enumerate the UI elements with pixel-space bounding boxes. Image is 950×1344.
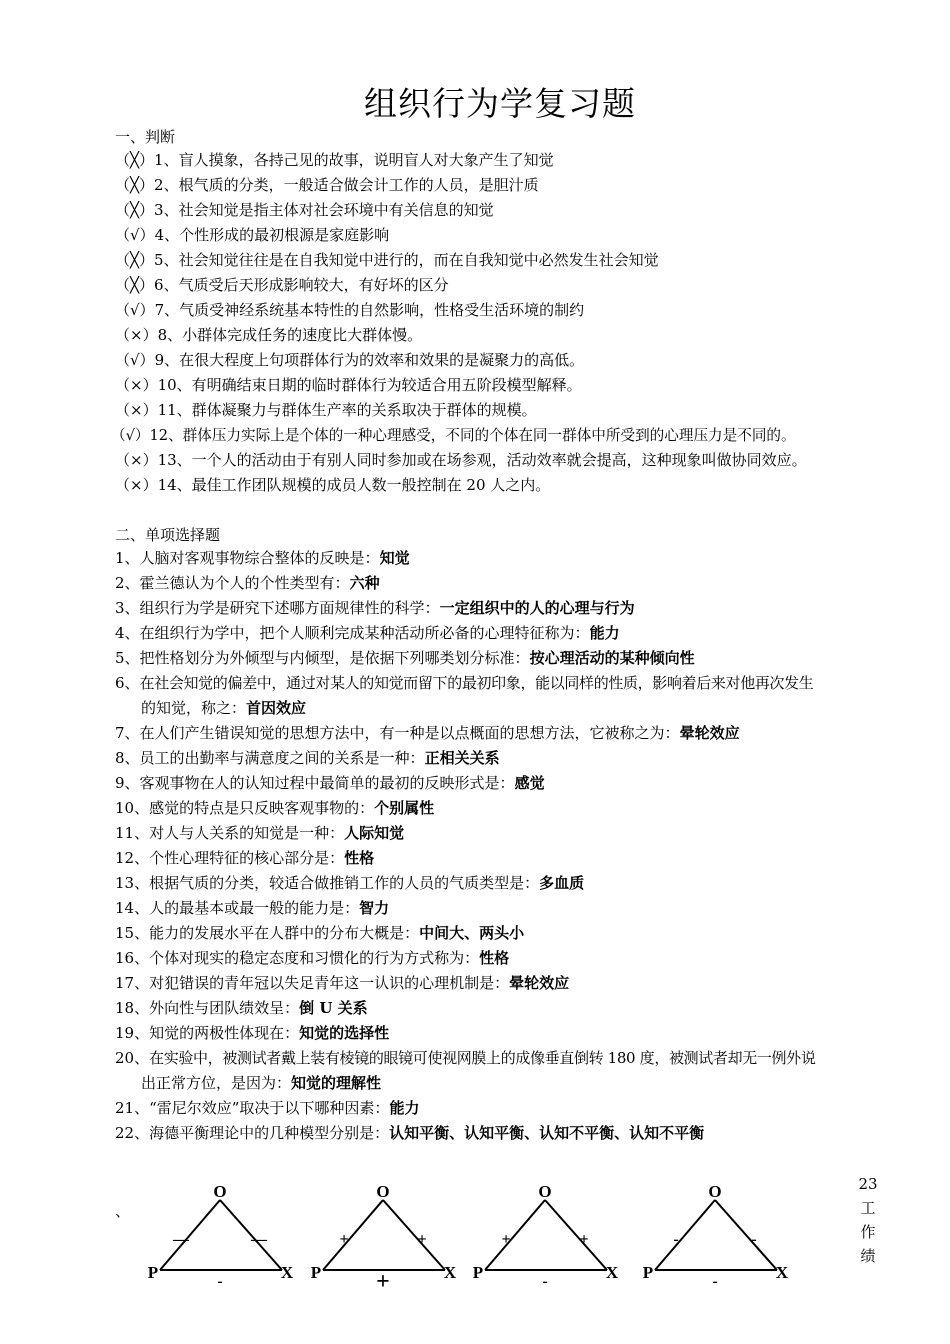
choice-number: 7、 [115,724,140,742]
choice-question: 海德平衡理论中的几种模型分别是： [149,1124,390,1142]
question-23-prefix: 、 [115,1202,131,1220]
judgment-text: 3、社会知觉是指主体对社会环境中有关信息的知觉 [154,201,494,219]
choice-item [115,571,890,596]
choice-question: 对犯错误的青年冠以失足青年这一认识的心理机制是： [149,974,510,992]
balance-triangle [640,1182,800,1296]
choice-answer: 个别属性 [374,799,435,817]
judgment-item [115,148,890,173]
choice-answer: 感觉 [514,774,545,792]
choice-item [115,546,890,571]
choice-item [115,921,890,946]
choice-question: 知觉的两极性体现在： [149,1024,300,1042]
choice-item [115,746,890,771]
choice-answer: 按心理活动的某种倾向性 [529,649,695,667]
choice-number: 19、 [115,1024,150,1042]
choice-number: 22、 [115,1124,150,1142]
choice-question: 人脑对客观事物综合整体的反映是： [139,549,380,567]
judgment-text: 12、群体压力实际上是个体的一种心理感受，不同的个体在同一群体中所受到的心理压力是不同的。 [149,427,796,444]
choice-question: 对人与人关系的知觉是一种： [149,824,345,842]
section-heading-judgment: 一、判断 [115,128,176,146]
judgment-text: 14、最佳工作团队规模的成员人数一般控制在 20 人之内。 [157,476,551,494]
right-edge-sign: + [417,1231,427,1248]
bottom-edge-sign: - [217,1273,223,1290]
judgment-mark: （×） [115,376,158,394]
choice-number: 4、 [115,624,140,642]
choice-number: 9、 [115,774,140,792]
vertex-x-label: X [443,1263,457,1282]
bottom-edge-sign: - [542,1273,548,1290]
judgment-mark: （╳） [115,176,155,194]
judgment-text: 4、个性形成的最初根源是家庭影响 [154,226,390,244]
choice-question-continued: 的知觉，称之： [141,699,247,717]
choice-answer: 中间大、两头小 [419,924,525,942]
choice-question: 人的最基本或最一般的能力是： [149,899,360,917]
choice-answer: 晕轮效应 [679,724,740,742]
balance-triangle [308,1182,468,1296]
judgment-item [115,323,890,348]
choice-question: 能力的发展水平在人群中的分布大概是： [149,924,420,942]
choice-item [115,1046,890,1096]
choice-question: “雷尼尔效应”取决于以下哪种因素： [149,1099,390,1117]
choice-item [115,821,890,846]
choice-number: 13、 [115,874,150,892]
judgment-item [115,298,890,323]
choice-question-continued: 出正常方位，是因为： [141,1074,292,1092]
choice-number: 16、 [115,949,150,967]
vertex-p-label: P [472,1263,484,1282]
vertex-p-label: P [147,1263,159,1282]
judgment-mark: （×） [115,476,158,494]
triangle-edge-left [655,1200,715,1270]
choice-question: 客观事物在人的认知过程中最简单的最初的反映形式是： [139,774,515,792]
judgment-mark: （×） [115,451,158,469]
judgment-text: 10、有明确结束日期的临时群体行为较适合用五阶段模型解释。 [157,376,582,394]
vertex-o-label: O [708,1182,722,1201]
choice-answer: 能力 [389,1099,420,1117]
choice-answer: 倒 U 关系 [299,999,368,1017]
choice-question: 在实验中，被测试者戴上装有棱镜的眼镜可使视网膜上的成像垂直倒转 180 度，被测试者却无一例外说 [149,1049,816,1067]
bottom-edge-sign: - [712,1273,718,1290]
choice-answer: 六种 [349,574,380,592]
choice-item [115,771,890,796]
judgment-mark: （√） [115,226,155,244]
judgment-text: 8、小群体完成任务的速度比大群体慢。 [157,326,423,344]
vertex-o-label: O [376,1182,390,1201]
choice-question: 个体对现实的稳定态度和习惯化的行为方式称为： [149,949,480,967]
left-edge-sign: — [173,1231,189,1248]
choice-answer: 人际知觉 [344,824,405,842]
triangle-edge-right [545,1200,607,1270]
choice-answer: 认知平衡、认知平衡、认知不平衡、认知不平衡 [389,1124,705,1142]
choice-number: 1、 [115,549,140,567]
choice-question: 员工的出勤率与满意度之间的关系是一种： [139,749,425,767]
choice-question: 在组织行为学中，把个人顺利完成某种活动所必备的心理特征称为： [139,624,590,642]
vertex-p-label: P [642,1263,654,1282]
judgment-text: 9、在很大程度上句项群体行为的效率和效果的是凝聚力的高低。 [154,351,585,369]
judgment-text: 5、社会知觉往往是在自我知觉中进行的，而在自我知觉中必然发生社会知觉 [154,251,659,269]
judgment-text: 1、盲人摸象，各持己见的故事，说明盲人对大象产生了知觉 [154,151,554,169]
judgment-mark: （√） [115,351,155,369]
page-title: 组织行为学复习题 [364,84,636,123]
judgment-text: 7、气质受神经系统基本特性的自然影响，性格受生活环境的制约 [154,301,585,319]
choice-question: 感觉的特点是只反映客观事物的： [149,799,375,817]
choice-answer: 性格 [479,949,510,967]
choice-number: 14、 [115,899,150,917]
triangle-edge-right [715,1200,777,1270]
bottom-edge-sign: + [376,1269,390,1292]
judgment-item [115,473,890,498]
judgment-item [115,373,890,398]
vertex-x-label: X [775,1263,789,1282]
choice-item [115,846,890,871]
side-char: 23 [858,1175,878,1193]
choice-item [115,646,890,671]
judgment-mark: （×） [115,326,158,344]
triangle-edge-left [323,1200,383,1270]
judgment-list [111,148,890,498]
left-edge-sign: - [673,1231,679,1248]
choice-question: 在社会知觉的偏差中，通过对某人的知觉而留下的最初印象，能以同样的性质，影响着后来对他再次发生 [139,674,814,692]
judgment-text: 6、气质受后天形成影响较大，有好坏的区分 [154,276,449,294]
choice-list [115,546,890,1146]
choice-item [115,946,890,971]
judgment-mark: （√） [111,427,150,444]
choice-answer: 知觉的选择性 [299,1024,390,1042]
judgment-item [111,423,890,448]
judgment-item [115,273,890,298]
choice-item [115,896,890,921]
judgment-mark: （╳） [115,151,155,169]
choice-item [115,971,890,996]
choice-item [115,1121,890,1146]
left-edge-sign: + [339,1231,349,1248]
judgment-item [115,173,890,198]
vertex-p-label: P [310,1263,322,1282]
choice-item [115,1021,890,1046]
side-char: 作 [860,1223,876,1241]
judgment-mark: （√） [115,301,155,319]
choice-answer: 一定组织中的人的心理与行为 [439,599,635,617]
judgment-mark: （╳） [115,276,155,294]
choice-number: 5、 [115,649,140,667]
vertex-x-label: X [605,1263,619,1282]
balance-triangle [470,1182,630,1296]
judgment-mark: （╳） [115,251,155,269]
choice-answer: 晕轮效应 [509,974,570,992]
right-edge-sign: - [751,1231,757,1248]
choice-item [115,1096,890,1121]
choice-item [115,621,890,646]
judgment-text: 13、一个人的活动由于有别人同时参加或在场参观，活动效率就会提高，这种现象叫做协同效应。 [157,451,807,469]
choice-question: 外向性与团队绩效呈： [149,999,300,1017]
right-edge-sign: — [251,1231,267,1248]
choice-question: 组织行为学是研究下述哪方面规律性的科学： [139,599,440,617]
judgment-mark: （╳） [115,201,155,219]
choice-number: 20、 [115,1049,150,1067]
choice-number: 8、 [115,749,140,767]
choice-item [115,871,890,896]
choice-number: 11、 [115,824,150,842]
side-char: 工 [860,1199,876,1217]
judgment-item [115,348,890,373]
choice-number: 18、 [115,999,150,1017]
choice-item [115,596,890,621]
vertex-o-label: O [213,1182,227,1201]
side-char: 绩 [860,1247,876,1265]
choice-answer: 正相关关系 [424,749,500,767]
choice-answer: 多血质 [539,874,585,892]
choice-question: 个性心理特征的核心部分是： [149,849,345,867]
vertex-x-label: X [280,1263,294,1282]
triangle-edge-left [160,1200,220,1270]
left-edge-sign: + [501,1231,511,1248]
judgment-text: 2、根气质的分类，一般适合做会计工作的人员，是胆汁质 [154,176,539,194]
choice-number: 6、 [115,674,140,692]
judgment-item [115,223,890,248]
choice-number: 2、 [115,574,140,592]
choice-number: 15、 [115,924,150,942]
judgment-text: 11、群体凝聚力与群体生产率的关系取决于群体的规模。 [157,401,537,419]
choice-number: 21、 [115,1099,150,1117]
choice-question: 把性格划分为外倾型与内倾型，是依据下列哪类划分标准： [139,649,530,667]
choice-question: 根据气质的分类，较适合做推销工作的人员的气质类型是： [149,874,540,892]
question-23-side-text [858,1172,878,1268]
judgment-item [115,248,890,273]
choice-number: 12、 [115,849,150,867]
choice-question: 在人们产生错误知觉的思想方法中，有一种是以点概面的思想方法，它被称之为： [139,724,680,742]
choice-answer: 知觉 [379,549,410,567]
judgment-item [115,198,890,223]
choice-item [115,996,890,1021]
choice-answer: 性格 [344,849,375,867]
choice-number: 3、 [115,599,140,617]
choice-number: 17、 [115,974,150,992]
choice-number: 10、 [115,799,150,817]
choice-question: 霍兰德认为个人的个性类型有： [139,574,350,592]
choice-answer: 能力 [589,624,620,642]
choice-answer: 知觉的理解性 [291,1074,382,1092]
balance-triangle [145,1182,305,1296]
judgment-item [115,398,890,423]
choice-item [115,671,890,721]
judgment-item [115,448,890,473]
judgment-mark: （×） [115,401,158,419]
vertex-o-label: O [538,1182,552,1201]
triangle-edge-right [383,1200,445,1270]
section-heading-choice: 二、单项选择题 [115,526,221,544]
right-edge-sign: + [579,1231,589,1248]
choice-item [115,796,890,821]
choice-answer: 智力 [359,899,390,917]
choice-answer: 首因效应 [246,699,307,717]
triangle-edge-left [485,1200,545,1270]
choice-item [115,721,890,746]
